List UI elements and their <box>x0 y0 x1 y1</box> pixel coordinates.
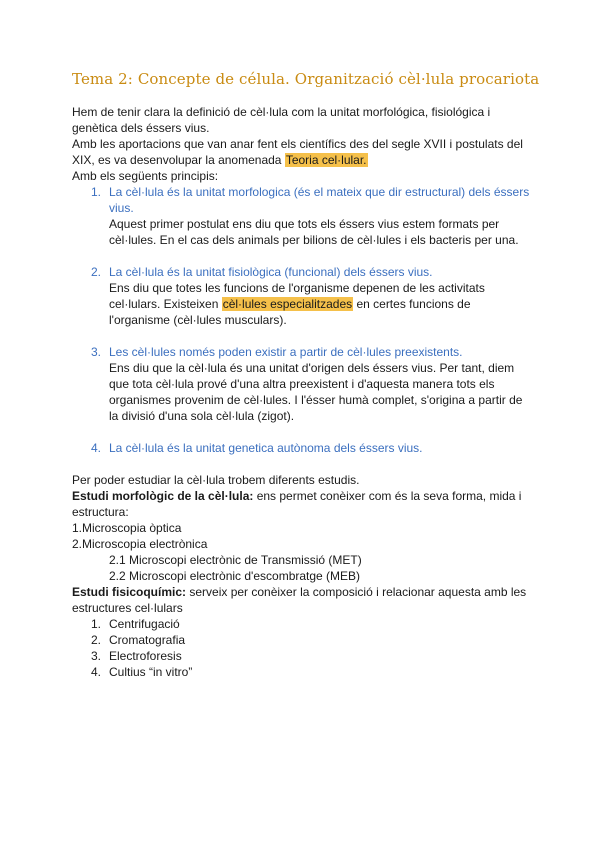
principle-item-2 <box>72 264 532 328</box>
list-item-label: Cultius “in vitro” <box>109 665 193 679</box>
principle-description: Aquest primer postulat ens diu que tots els éssers vius estem formats per cèl·lules. En el cas dels animals per bilions de cèl·lules i els bacteris per una. <box>109 217 519 247</box>
list-number: 2. <box>91 265 102 279</box>
intro-paragraph-2 <box>72 136 532 168</box>
list-number: 3. <box>91 345 102 359</box>
highlight-teoria-cellular: Teoria cel·lular. <box>285 153 367 167</box>
principle-heading: La cèl·lula és la unitat genetica autònoma dels éssers vius. <box>109 441 423 455</box>
list-number: 4. <box>91 665 102 679</box>
principle-heading: La cèl·lula és la unitat fisiològica (funcional) dels éssers vius. <box>109 265 433 279</box>
highlight-cellules-especialitzades: cèl·lules especialitzades <box>222 297 353 311</box>
principle-description <box>109 280 532 328</box>
list-number: 3. <box>91 649 102 663</box>
morph-item: 1.Microscopia òptica <box>72 521 182 535</box>
principle-heading: Les cèl·lules només poden existir a partir de cèl·lules preexistents. <box>109 345 463 359</box>
list-number: 4. <box>91 441 102 455</box>
intro-text: Amb les aportacions que van anar fent els científics des del segle XVII i postulats del XIX, es va desenvolupar la anomenada <box>72 137 523 167</box>
morphological-study <box>72 488 532 520</box>
document-body <box>72 104 532 680</box>
list-item-label: Electroforesis <box>109 649 182 663</box>
physicochemical-list <box>72 616 532 680</box>
physicochemical-study <box>72 584 532 616</box>
physicochemical-label: Estudi fisicoquímic: <box>72 585 187 599</box>
principle-item-1 <box>72 184 532 248</box>
intro-paragraph: Hem de tenir clara la definició de cèl·lula com la unitat morfológica, fisiológica i genètica dels éssers vius. <box>72 105 491 135</box>
list-item <box>72 664 532 680</box>
morphological-text: ens permet conèixer com és la seva forma, mida i estructura: <box>72 489 522 519</box>
list-item-label: Cromatografia <box>109 633 186 647</box>
principle-item-3 <box>72 344 532 424</box>
desc-text: Ens diu que totes les funcions de l'organisme depenen de les activitats cel·lulars. Existeixen <box>109 281 485 311</box>
list-number: 1. <box>91 617 102 631</box>
list-item-label: Centrifugació <box>109 617 180 631</box>
list-number: 1. <box>91 185 102 199</box>
principle-heading: La cèl·lula és la unitat morfologica (és el mateix que dir estructural) dels éssers vius. <box>109 185 530 215</box>
list-item <box>72 648 532 664</box>
list-item <box>72 632 532 648</box>
morphological-label: Estudi morfològic de la cèl·lula: <box>72 489 254 503</box>
list-number: 2. <box>91 633 102 647</box>
physicochemical-text: serveix per conèixer la composició i relacionar aquesta amb les estructures cel·lulars <box>72 585 527 615</box>
principle-description: Ens diu que la cèl·lula és una unitat d'origen dels éssers vius. Per tant, diem que tota cèl·lula prové d'una altra preexistent i d'aquesta manera tots els organismes provenim de cèl·lules. I l'ésser humà complet, s'origina a partir de la divisió d'una sola cèl·lula (zigot). <box>109 361 523 423</box>
studies-intro: Per poder estudiar la cèl·lula trobem diferents estudis. <box>72 473 360 487</box>
intro-paragraph-3: Amb els següents principis: <box>72 169 219 183</box>
morph-subitem: 2.1 Microscopi electrònic de Transmissió (MET) <box>109 553 362 567</box>
page-title: Tema 2: Concepte de célula. Organització cèl·lula procariota <box>72 70 540 88</box>
list-item <box>72 616 532 632</box>
desc-text: en certes funcions de l'organisme (cèl·lules musculars). <box>109 297 471 327</box>
principles-list <box>72 184 532 456</box>
morph-item: 2.Microscopia electrònica <box>72 537 208 551</box>
principle-item-4 <box>72 440 532 456</box>
morph-subitem: 2.2 Microscopi electrònic d'escombratge (MEB) <box>109 569 361 583</box>
